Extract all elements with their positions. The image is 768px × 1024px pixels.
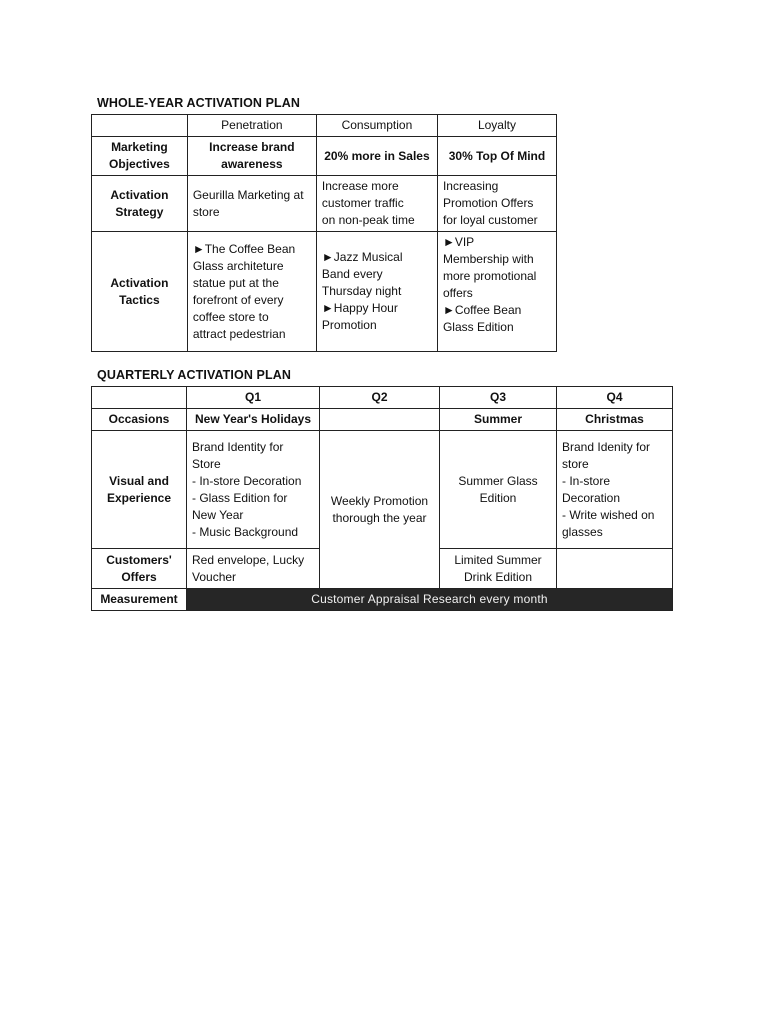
visual-q1: Brand Identity for Store - In-store Decoration - Glass Edition for New Year - Music Background xyxy=(187,431,320,549)
offer-q4 xyxy=(557,549,673,589)
header-q1: Q1 xyxy=(187,387,320,409)
visual-q2: Weekly Promotion thorough the year xyxy=(320,431,440,589)
strategy-penetration: Geurilla Marketing at store xyxy=(187,176,316,232)
row-label-activation-tactics: Activation Tactics xyxy=(92,232,188,352)
offer-q3: Limited Summer Drink Edition xyxy=(440,549,557,589)
occasion-q3: Summer xyxy=(440,409,557,431)
row-label-occasions: Occasions xyxy=(92,409,187,431)
tactics-consumption: ►Jazz Musical Band every Thursday night ►Happy Hour Promotion xyxy=(316,232,437,352)
header-penetration: Penetration xyxy=(187,115,316,137)
visual-q3: Summer Glass Edition xyxy=(440,431,557,549)
visual-q4: Brand Idenity for store - In-store Decoration - Write wished on glasses xyxy=(557,431,673,549)
objective-loyalty: 30% Top Of Mind xyxy=(437,137,556,176)
q-header-blank-cell xyxy=(92,387,187,409)
quarterly-plan-title: QUARTERLY ACTIVATION PLAN xyxy=(97,368,291,382)
offer-q1: Red envelope, Lucky Voucher xyxy=(187,549,320,589)
row-label-activation-strategy: Activation Strategy xyxy=(92,176,188,232)
whole-year-plan-title: WHOLE-YEAR ACTIVATION PLAN xyxy=(97,96,301,110)
header-consumption: Consumption xyxy=(316,115,437,137)
measurement-bar: Customer Appraisal Research every month xyxy=(187,589,673,611)
tactics-penetration: ►The Coffee Bean Glass architeture statue put at the forefront of every coffee store to attract pedestrian xyxy=(187,232,316,352)
objective-penetration: Increase brand awareness xyxy=(187,137,316,176)
row-label-measurement: Measurement xyxy=(92,589,187,611)
header-loyalty: Loyalty xyxy=(437,115,556,137)
strategy-consumption: Increase more customer traffic on non-peak time xyxy=(316,176,437,232)
objective-consumption: 20% more in Sales xyxy=(316,137,437,176)
occasion-q4: Christmas xyxy=(557,409,673,431)
strategy-loyalty: Increasing Promotion Offers for loyal customer xyxy=(437,176,556,232)
header-q3: Q3 xyxy=(440,387,557,409)
header-blank-cell xyxy=(92,115,188,137)
header-q4: Q4 xyxy=(557,387,673,409)
row-label-customers-offers: Customers' Offers xyxy=(92,549,187,589)
occasion-q1: New Year's Holidays xyxy=(187,409,320,431)
occasion-q2 xyxy=(320,409,440,431)
quarterly-activation-table xyxy=(91,386,673,611)
row-label-visual-experience: Visual and Experience xyxy=(92,431,187,549)
whole-year-activation-table xyxy=(91,114,557,352)
row-label-marketing-objectives: Marketing Objectives xyxy=(92,137,188,176)
header-q2: Q2 xyxy=(320,387,440,409)
tactics-loyalty: ►VIP Membership with more promotional offers ►Coffee Bean Glass Edition xyxy=(437,232,556,352)
